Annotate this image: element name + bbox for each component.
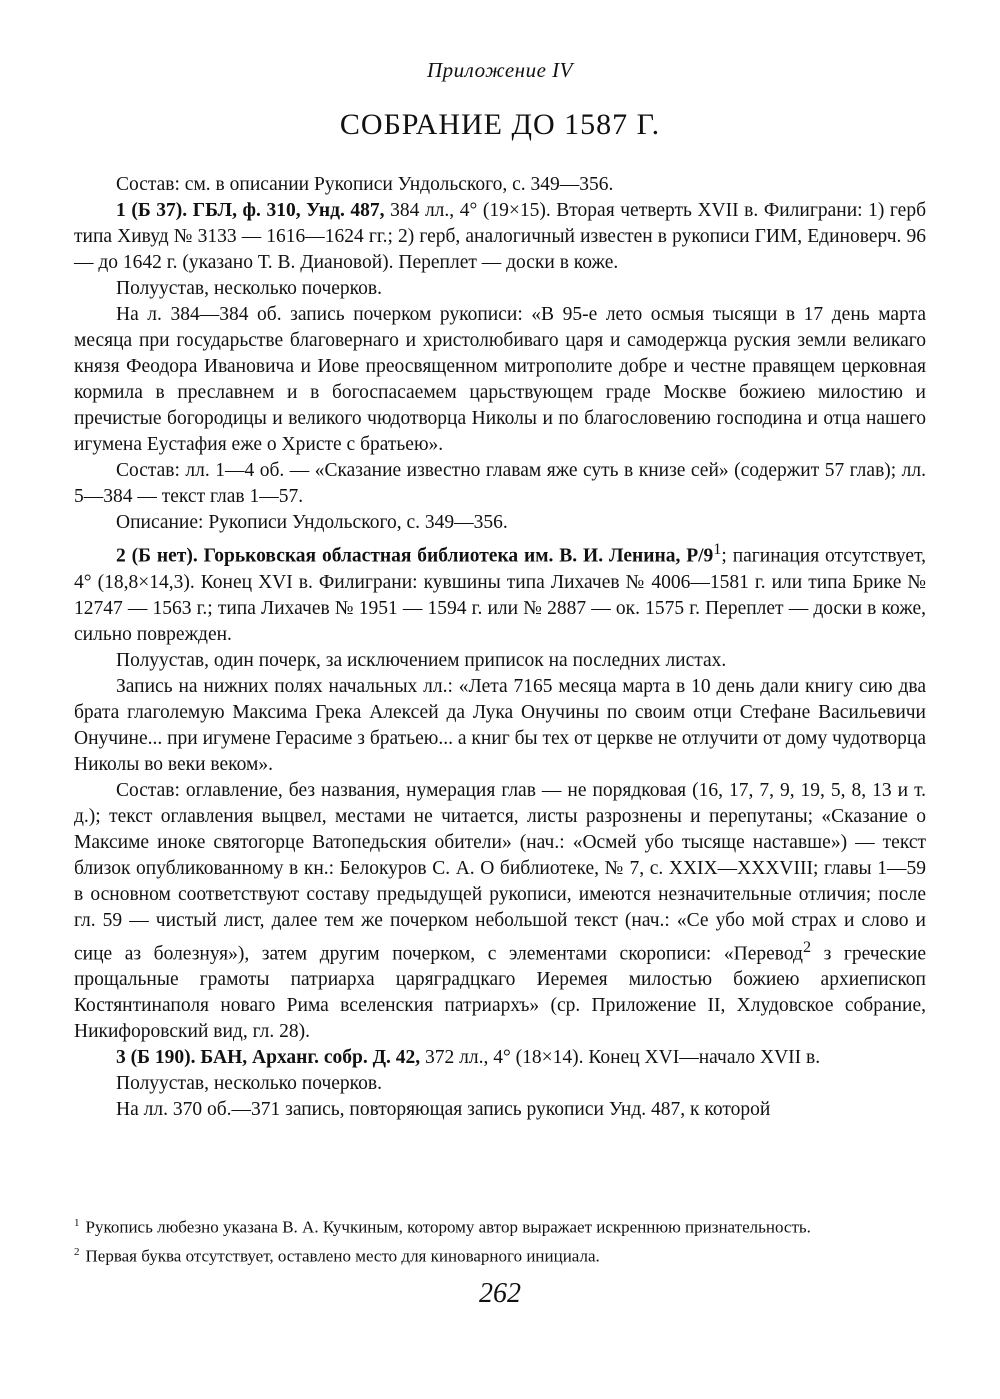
body-text bbox=[74, 172, 926, 1123]
paragraph: Описание: Рукописи Ундольского, с. 349—356. bbox=[116, 512, 508, 533]
page-number: 262 bbox=[479, 1278, 521, 1309]
paragraph: Полуустав, один почерк, за исключением приписок на последних листах. bbox=[116, 649, 727, 671]
page-title: СОБРАНИЕ ДО 1587 Г. bbox=[339, 108, 661, 141]
entry-heading: 3 (Б 190). БАН, Арханг. собр. Д. 42, bbox=[116, 1047, 421, 1068]
paragraph: Состав: см. в описании Рукописи Ундольского, с. 349—356. bbox=[116, 174, 614, 195]
appendix-heading: Приложение IV bbox=[427, 58, 573, 82]
paragraph: Состав: лл. 1—4 об. — «Сказание известно главам яже суть в книзе сей» (содержит 57 глав); лл. 5—384 — текст глав 1—57. bbox=[74, 460, 926, 507]
footnote: $^1$ Рукопись любезно указана В. А. Кучкиным, которому автор выражает искреннюю признательность. bbox=[74, 1217, 811, 1237]
footnote-ref: 1 bbox=[713, 540, 722, 558]
entry-heading: 1 (Б 37). ГБЛ, ф. 310, Унд. 487, bbox=[116, 200, 385, 221]
paragraph: Состав: оглавление, без названия, нумерация глав — не порядковая (16, 17, 7, 9, 19, 5, 8, 13 и т. д.); текст оглавления выцвел, местами не читается, листы разрознены и перепутаны; «Сказание о Максиме иноке святогорце Ватопедьския обители» (нач.: «Осмей убо тысяще наставше») — текст близок опубликованному в кн.: Белокуров С. А. О библиотеке, № 7, с. XXIX—XXXVIII; главы 1—59 в основном соответствуют составу предыдущей рукописи, имеются незначительные отличия; после гл. 59 — чистый лист, далее тем же почерком небольшой текст (нач.: «Се убо мой страх и слово и сице аз болезнуя»), затем другим почерком, с элементами скорописи: «Перевод$^2$ з греческие прощальные грамоты патриарха царяградцкаго Иеремея милостью божиею архиепископ Костянтинаполя новаго Рима вселенския патриархъ» (ср. Приложение II, Хлудовское собрание, Никифоровский вид, гл. 28). bbox=[74, 779, 926, 1042]
manuscript-entry: 2 (Б нет). Горьковская областная библиотека им. В. И. Ленина, $Р/9^1$; пагинация отсутствует, 4° (18,8×14,3). Конец XVI в. Филиграни: кувшины типа Лихачев № 4006—1581 г. или типа Брике № 12747 — 1563 г.; типа Лихачев № 1951 — 1594 г. или № 2887 — ок. 1575 г. Переплет — доски в коже, сильно поврежден. bbox=[74, 540, 926, 645]
footnote: $^2$ Первая буква отсутствует, оставлено место для киноварного инициала. bbox=[74, 1245, 600, 1266]
paragraph: Запись на нижних полях начальных лл.: «Лета 7165 месяца марта в 10 день дали книгу сию два брата глаголемую Максима Грека Алексей да Лука Онучины по своим отци Стефане Васильевичи Онучине... при игумене Герасиме з братьею... а книг бы тех от церкве не отлучити от дому чудотворца Николы во веки веком». bbox=[74, 675, 926, 775]
paragraph: На л. 384—384 об. запись почерком рукописи: «В 95-е лето осмыя тысящи в 17 день марта месяца при государьстве благовернаго и христолюбиваго царя и самодержца руския земли великаго князя Феодора Ивановича и Иове преосвященном митрополите добре и честне правящем церковная кормила в преславнем и в богоспасаемем царьствующем граде Москве божиею милостию и пречистые богородицы и великого чюдотворца Николы и по благословению господина и отца нашего игумена Еустафия еже о Христе с братьею». bbox=[74, 304, 926, 455]
paragraph: Полуустав, несколько почерков. bbox=[116, 278, 382, 299]
manuscript-entry: 1 (Б 37). ГБЛ, ф. 310, Унд. 487, 384 лл., 4° (19×15). Вторая четверть XVII в. Филиграни: 1) герб типа Хивуд № 3133 — 1616—1624 гг.; 2) герб, аналогичный известен в рукописи ГИМ, Единоверч. 96 — до 1642 г. (указано Т. В. Диановой). Переплет — доски в коже. bbox=[74, 200, 926, 273]
footnote-ref: 2 bbox=[802, 937, 812, 956]
paragraph: Полуустав, несколько почерков. bbox=[116, 1073, 382, 1094]
footnotes bbox=[74, 1212, 926, 1269]
manuscript-entry: 3 (Б 190). БАН, Арханг. собр. Д. 42, 372 лл., 4° (18×14). Конец XVI—начало XVII в. bbox=[116, 1047, 821, 1068]
paragraph: На лл. 370 об.—371 запись, повторяющая запись рукописи Унд. 487, к которой bbox=[116, 1099, 771, 1120]
entry-heading: 2 (Б нет). Горьковская областная библиотека им. В. И. Ленина, Р/9 bbox=[116, 545, 714, 567]
